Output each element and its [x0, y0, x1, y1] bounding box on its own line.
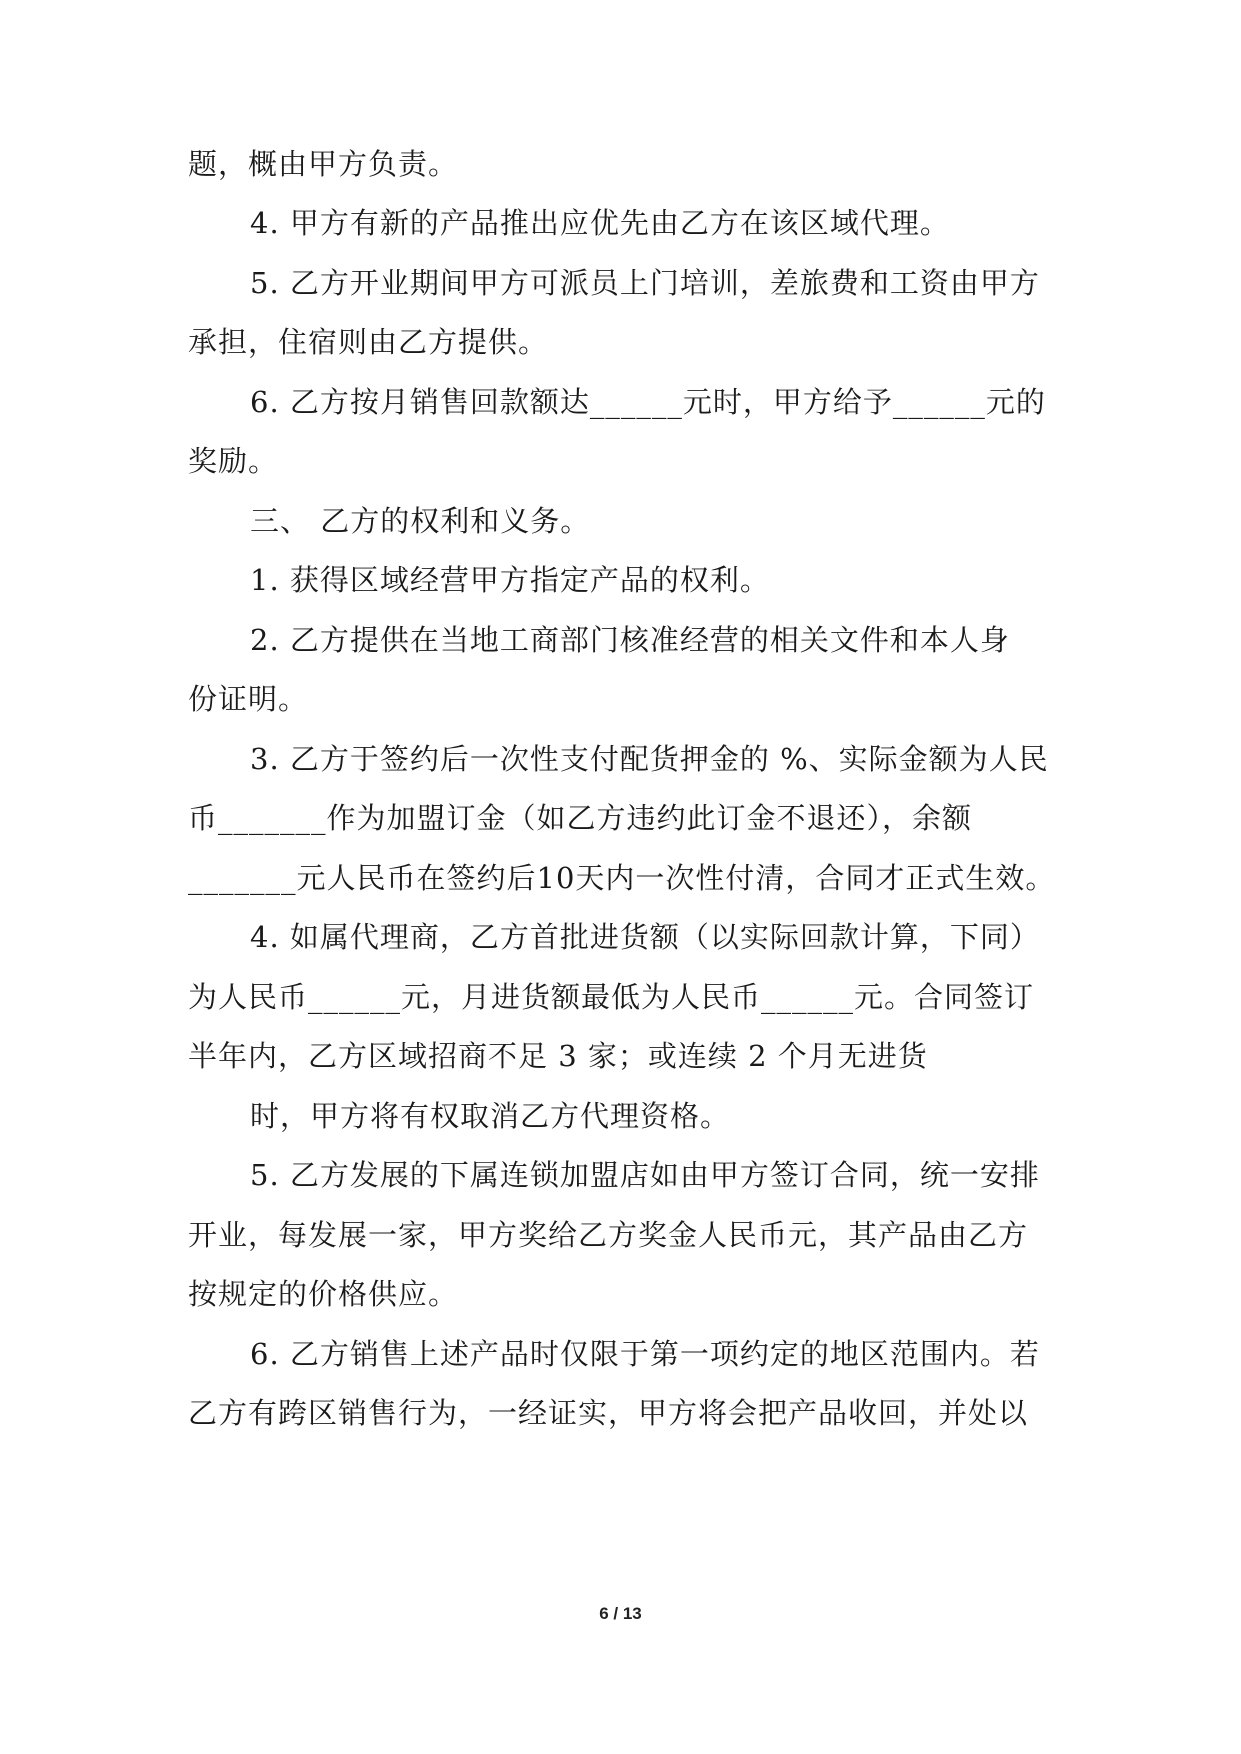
text-line: 开业，每发展一家，甲方奖给乙方奖金人民币元，其产品由乙方: [188, 1218, 1029, 1252]
page-number: 6 / 13: [599, 1604, 642, 1623]
text-line: 6. 乙方按月销售回款额达______元时，甲方给予______元的: [250, 385, 1046, 419]
text-line: 币_______作为加盟订金（如乙方违约此订金不退还），余额: [188, 801, 973, 835]
text-line: 时，甲方将有权取消乙方代理资格。: [250, 1099, 731, 1133]
text-line: 5. 乙方开业期间甲方可派员上门培训，差旅费和工资由甲方: [250, 266, 1040, 300]
text-line: 承担，住宿则由乙方提供。: [188, 325, 549, 359]
text-line: 奖励。: [188, 444, 279, 478]
text-line: 4. 如属代理商，乙方首批进货额（以实际回款计算，下同）: [250, 920, 1040, 954]
text-line: 乙方有跨区销售行为，一经证实，甲方将会把产品收回，并处以: [188, 1396, 1029, 1430]
text-line: 半年内，乙方区域招商不足 3 家；或连续 2 个月无进货: [188, 1039, 928, 1073]
text-line: _______元人民币在签约后10天内一次性付清，合同才正式生效。: [188, 861, 1056, 895]
text-line: 1. 获得区域经营甲方指定产品的权利。: [250, 563, 770, 597]
text-line: 3. 乙方于签约后一次性支付配货押金的 %、实际金额为人民: [250, 742, 1049, 776]
text-line: 2. 乙方提供在当地工商部门核准经营的相关文件和本人身: [250, 623, 1010, 657]
text-line: 份证明。: [188, 682, 309, 716]
text-line: 5. 乙方发展的下属连锁加盟店如由甲方签订合同，统一安排: [250, 1158, 1040, 1192]
text-line: 4. 甲方有新的产品推出应优先由乙方在该区域代理。: [250, 206, 950, 240]
text-line: 为人民币______元，月进货额最低为人民币______元。合同签订: [188, 980, 1035, 1014]
text-line: 题，概由甲方负责。: [188, 147, 459, 181]
text-line: 按规定的价格供应。: [188, 1277, 459, 1311]
text-line: 6. 乙方销售上述产品时仅限于第一项约定的地区范围内。若: [250, 1337, 1040, 1371]
section-heading: 三、 乙方的权利和义务。: [250, 504, 591, 538]
